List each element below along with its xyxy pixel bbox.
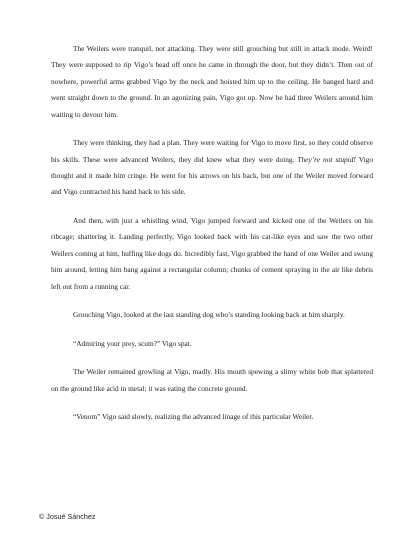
paragraph-admiring-prey: “Admiring your prey, scum?” Vigo spat. [73, 338, 192, 348]
paragraph-plan-italic-thought: They’re not stupid! [297, 154, 356, 164]
paragraph-weilers-tranquil: The Weilers were tranquil, not attacking. They were still grouching but still in attack mode. Weird! They were supposed to rip Vigo’s head off once he came in through the door, but they didn’t. Then out of nowhere, powerful arms grabbed Vigo by the neck and hoisted him up to the ceiling. He banged hard and went straight down to the ground. In an agonizing pain, Vigo got up. Now he had three Weilers around him waiting to devour him. [51, 44, 373, 119]
paragraph-grouching-vigo: Grouching Vigo, looked at the last standing dog who’s standing looking back at him sharply. [73, 310, 345, 320]
story-text [51, 41, 373, 438]
paragraph-weilers-plan [51, 135, 373, 201]
copyright-footer: © Josué Sánchez [39, 512, 96, 521]
paragraph-vigo-attacks: And then, with just a whistling wind, Vigo jumped forward and kicked one of the Weilers on his ribcage; shattering it. Landing perfectly, Vigo looked back with his cat-like eyes and saw the two other Weilers coming at him, huffing like dogs do. Incredibly fast, Vigo grabbed the hand of one Weiler and swung him around, letting him bang against a rectangular column; chunks of cement spraying in the air like debris left out from a running car. [51, 216, 373, 291]
paragraph-venom: “Venom” Vigo said slowly, realizing the advanced linage of this particular Weiler. [73, 412, 314, 422]
paragraph-weiler-growling: The Weiler remained growling at Vigo, madly. His mouth spewing a slimy white bob that splattered on the ground like acid in metal; it was eating the concrete ground. [51, 367, 373, 393]
paragraph-plan-lead: They were thinking, they had a plan. They were waiting for Vigo to move first, so they could observe his skills. These were advanced Weilers, they did knew what they were doing. [51, 138, 373, 164]
paragraph-plan-tail: Vigo thought and it made him cringe. He went for his arrows on his back, but one of the Weiler moved forward and Vigo contracted his hand back to his side. [51, 154, 373, 197]
